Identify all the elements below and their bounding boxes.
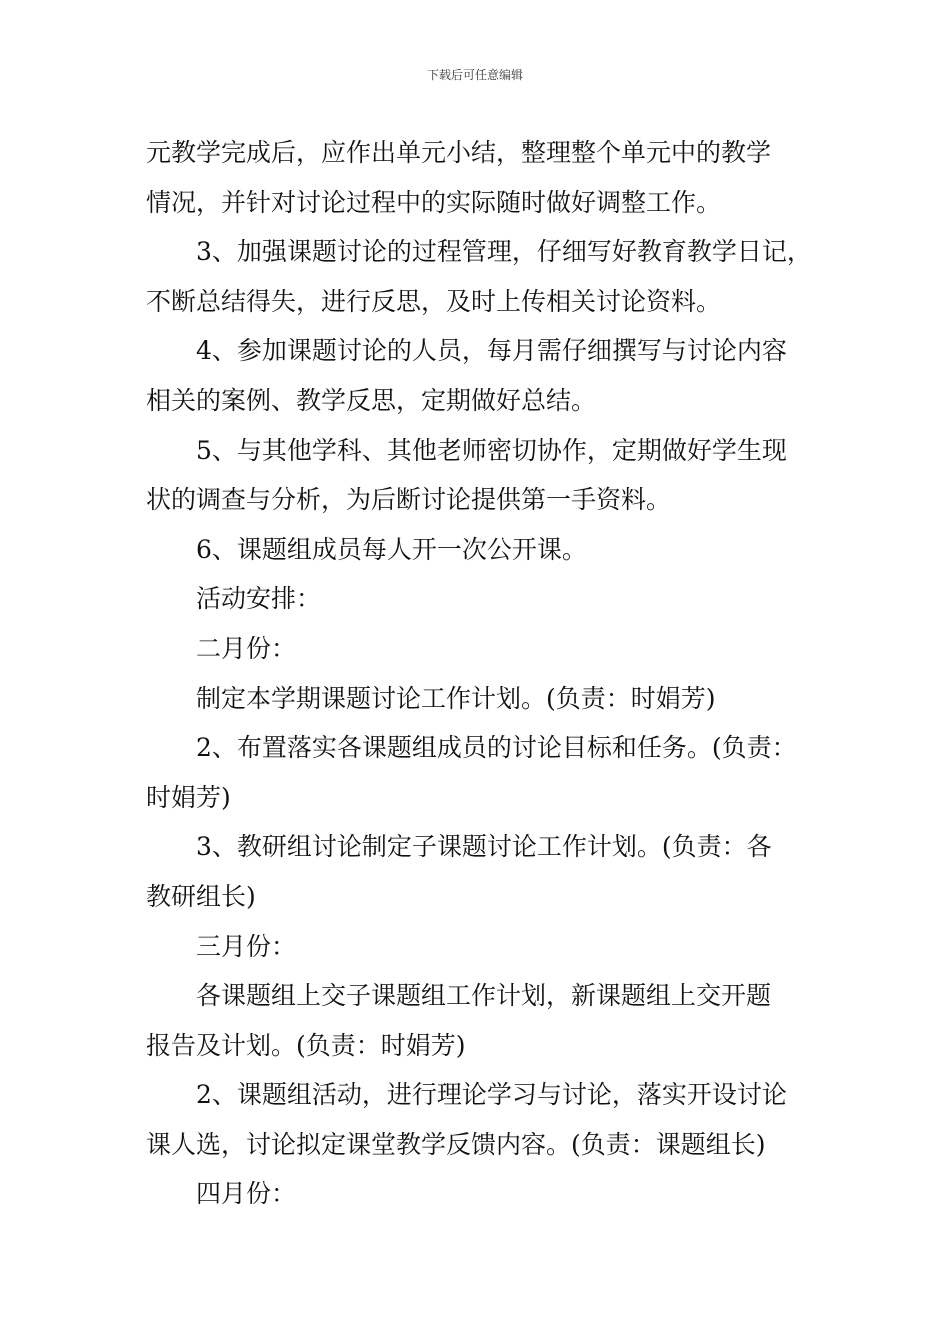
text-line: 元教学完成后，应作出单元小结，整理整个单元中的教学 <box>146 138 772 167</box>
text-line: 情况，并针对讨论过程中的实际随时做好调整工作。 <box>146 187 722 217</box>
text-line: 四月份： <box>196 1179 297 1209</box>
text-line: 2、布置落实各课题组成员的讨论目标和任务。(负责： <box>196 733 797 763</box>
text-line: 教研组长) <box>146 881 256 911</box>
page-header: 下载后可任意编辑 <box>426 68 523 82</box>
text-line: 3、加强课题讨论的过程管理，仔细写好教育教学日记， <box>196 237 812 267</box>
text-line: 各课题组上交子课题组工作计划，新课题组上交开题 <box>196 981 772 1011</box>
text-line: 4、参加课题讨论的人员，每月需仔细撰写与讨论内容 <box>196 336 787 366</box>
text-line: 相关的案例、教学反思，定期做好总结。 <box>146 385 597 415</box>
text-line: 不断总结得失，进行反思，及时上传相关讨论资料。 <box>146 286 722 316</box>
text-line: 状的调查与分析，为后断讨论提供第一手资料。 <box>146 485 672 515</box>
text-line: 3、教研组讨论制定子课题讨论工作计划。(负责：各 <box>196 832 772 862</box>
text-line: 制定本学期课题讨论工作计划。(负责：时娟芳) <box>196 683 716 713</box>
text-line: 活动安排： <box>196 584 322 614</box>
text-line: 二月份： <box>196 633 297 663</box>
text-line: 时娟芳) <box>146 782 231 812</box>
text-line: 三月份： <box>196 931 297 961</box>
text-line: 报告及计划。(负责：时娟芳) <box>146 1030 466 1060</box>
text-line: 2、课题组活动，进行理论学习与讨论，落实开设讨论 <box>196 1080 787 1110</box>
text-line: 课人选，讨论拟定课堂教学反馈内容。(负责：课题组长) <box>146 1129 766 1159</box>
text-line: 5、与其他学科、其他老师密切协作，定期做好学生现 <box>196 435 787 465</box>
text-line: 6、课题组成员每人开一次公开课。 <box>196 534 587 564</box>
document-body <box>146 128 826 1219</box>
